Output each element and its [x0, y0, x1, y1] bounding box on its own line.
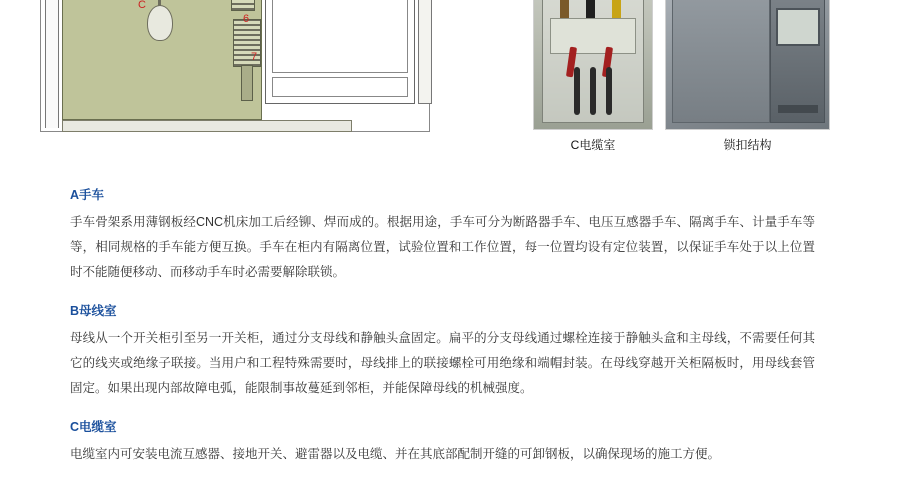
section-title-c: C电缆室	[70, 420, 117, 434]
drawing-label-6: 6	[243, 13, 250, 25]
drawing-left-rail	[45, 0, 59, 128]
drawing-right-panel	[265, 0, 415, 104]
drawing-post	[241, 65, 253, 101]
lock-structure-caption: 锁扣结构	[723, 138, 772, 152]
cable-2	[590, 67, 596, 115]
section-body-a: 手车骨架系用薄钢板经CNC机床加工后经铆、焊而成的。根据用途，手车可分为断路器手车、电压互感器手车、隔离手车、计量手车等等，相同规格的手车能方便互换。手车在柜内有隔离位置，试验位置和工作位置，每一位置均设有定位装置，以保证手车处于以上位置时不能随便移动、而移动手车时必需要解除联锁。	[70, 215, 815, 279]
drawing-side-strip	[418, 0, 432, 104]
drawing-bulb-shape	[147, 5, 173, 41]
instrument-panel-shape	[550, 18, 636, 54]
busbar-brown	[560, 0, 569, 18]
section-c-cable-room	[70, 417, 815, 467]
drawing-spring	[231, 0, 255, 11]
busbar-yellow	[612, 0, 621, 18]
drawing-cabinet-body	[62, 0, 262, 120]
cable-compartment-photo-block	[533, 0, 653, 153]
section-a-handcart	[70, 185, 815, 285]
cable-3	[606, 67, 612, 115]
section-title-a: A手车	[70, 188, 105, 202]
section-title-b: B母线室	[70, 304, 117, 318]
section-body-c: 电缆室内可安装电流互感器、接地开关、避雷器以及电缆、并在其底部配制开缝的可卸钢板，以确保现场的施工方便。	[70, 447, 721, 461]
cable-1	[574, 67, 580, 115]
lock-panel-shape	[776, 8, 820, 46]
illustration-area	[0, 0, 900, 160]
drawing-right-panel-inner	[272, 0, 408, 73]
drawing-label-7: 7	[251, 51, 258, 63]
lock-slot-shape	[778, 105, 818, 113]
drawing-label-c: C	[138, 0, 146, 11]
switchgear-technical-drawing	[40, 0, 440, 140]
section-body-b: 母线从一个开关柜引至另一开关柜，通过分支母线和静触头盒固定。扁平的分支母线通过螺栓连接于静触头盒和主母线，不需要任何其它的线夹或绝缘子联接。当用户和工程特殊需要时，母线排上的联接螺栓可用绝缘和端帽封装。在母线穿越开关柜隔板时，用母线套管固定。如果出现内部故障电弧，能限制事故蔓延到邻柜，并能保障母线的机械强度。	[70, 331, 815, 395]
section-b-busbar-room	[70, 301, 815, 401]
lock-structure-photo-block	[665, 0, 830, 153]
drawing-cabinet-base	[62, 120, 352, 132]
busbar-black	[586, 0, 595, 18]
lock-structure-photo	[665, 0, 830, 130]
article-content	[70, 185, 815, 483]
drawing-right-panel-lower	[272, 77, 408, 97]
cabinet-door-shape	[672, 0, 770, 123]
cable-compartment-caption: C电缆室	[570, 138, 616, 152]
cable-compartment-photo	[533, 0, 653, 130]
